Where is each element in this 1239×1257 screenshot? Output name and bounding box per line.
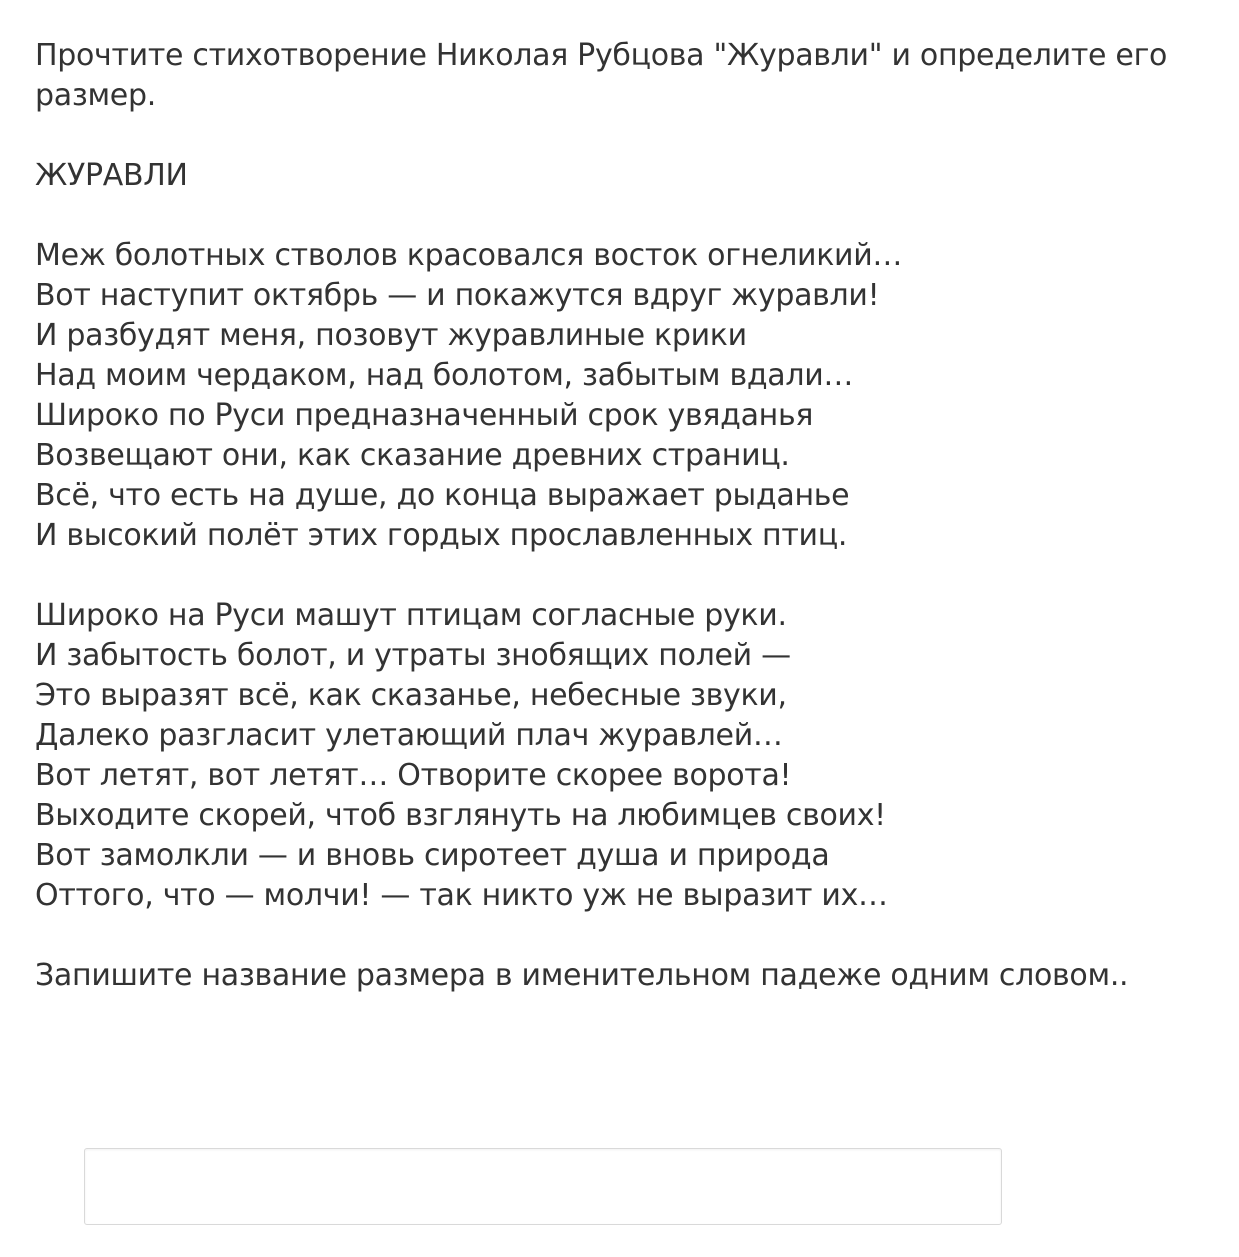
poem-line: И разбудят меня, позовут журавлиные крики (35, 318, 747, 353)
poem-line: Это выразят всё, как сказанье, небесные звуки, (35, 678, 787, 713)
spacer (35, 196, 1215, 236)
task-text (35, 36, 1215, 996)
intro-text-line-1: Прочтите стихотворение Николая Рубцова "Журавли" и определите его (35, 38, 1168, 73)
poem-stanza-2 (35, 596, 1215, 916)
poem-stanza-1 (35, 236, 1215, 556)
poem-line: Широко на Руси машут птицам согласные руки. (35, 598, 787, 633)
spacer (35, 916, 1215, 956)
poem-line: Меж болотных стволов красовался восток огнеликий… (35, 238, 903, 273)
poem-line: Всё, что есть на душе, до конца выражает рыданье (35, 478, 850, 513)
spacer (35, 116, 1215, 156)
poem-title: ЖУРАВЛИ (35, 158, 188, 193)
poem-line: Вот наступит октябрь — и покажутся вдруг журавли! (35, 278, 880, 313)
poem-line: Возвещают они, как сказание древних страниц. (35, 438, 790, 473)
poem-line: Выходите скорей, чтоб взглянуть на любимцев своих! (35, 798, 886, 833)
poem-line: Широко по Руси предназначенный срок увяданья (35, 398, 814, 433)
poem-line: И высокий полёт этих гордых прославленных птиц. (35, 518, 848, 553)
answer-input[interactable] (84, 1148, 1002, 1225)
poem-line: Вот замолкли — и вновь сиротеет душа и природа (35, 838, 830, 873)
spacer (35, 556, 1215, 596)
poem-line: Вот летят, вот летят… Отворите скорее ворота! (35, 758, 792, 793)
intro-text-line-2: размер. (35, 78, 156, 113)
poem-line: Над моим чердаком, над болотом, забытым вдали… (35, 358, 854, 393)
poem-line: И забытость болот, и утраты знобящих полей — (35, 638, 791, 673)
poem-line: Далеко разгласит улетающий плач журавлей… (35, 718, 783, 753)
poem-line: Оттого, что — молчи! — так никто уж не выразит их… (35, 878, 888, 913)
answer-instruction: Запишите название размера в именительном падеже одним словом.. (35, 958, 1129, 993)
